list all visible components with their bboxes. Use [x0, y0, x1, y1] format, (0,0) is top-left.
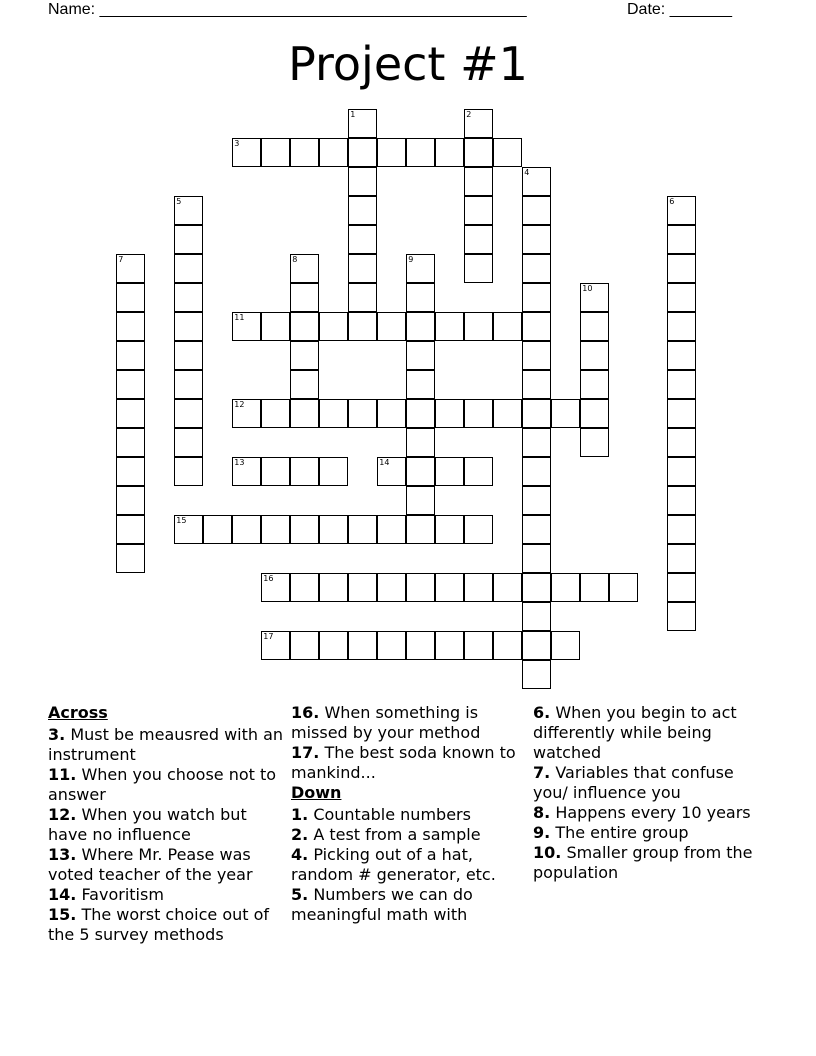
cell-number: 2 [466, 110, 472, 120]
grid-cell[interactable] [174, 399, 203, 428]
grid-cell[interactable] [667, 399, 696, 428]
grid-cell[interactable] [116, 399, 145, 428]
grid-cell[interactable] [667, 515, 696, 544]
clue-number: 7. [533, 763, 551, 782]
grid-cell[interactable] [522, 602, 551, 631]
grid-cell[interactable] [464, 399, 493, 428]
grid-cell[interactable] [522, 573, 551, 602]
clue [291, 845, 529, 885]
grid-cell[interactable] [551, 573, 580, 602]
grid-cell[interactable] [116, 457, 145, 486]
grid-cell[interactable] [290, 254, 319, 283]
clues-column-3 [533, 703, 771, 883]
cell-number: 10 [582, 284, 593, 294]
grid-cell[interactable] [348, 399, 377, 428]
clue-text: The worst choice out of the 5 survey methods [48, 905, 270, 944]
grid-cell[interactable] [464, 515, 493, 544]
grid-cell[interactable] [232, 515, 261, 544]
grid-cell[interactable] [261, 399, 290, 428]
grid-cell[interactable] [580, 428, 609, 457]
grid-cell[interactable] [174, 312, 203, 341]
clue [291, 743, 529, 783]
grid-cell[interactable] [522, 428, 551, 457]
grid-cell[interactable] [348, 312, 377, 341]
grid-cell[interactable] [464, 109, 493, 138]
grid-cell[interactable] [116, 283, 145, 312]
grid-cell[interactable] [261, 515, 290, 544]
cell-number: 11 [234, 313, 245, 323]
grid-cell[interactable] [377, 312, 406, 341]
grid-cell[interactable] [435, 515, 464, 544]
clue [48, 845, 286, 885]
clue-number: 9. [533, 823, 551, 842]
cell-number: 7 [118, 255, 124, 265]
grid-cell[interactable] [232, 399, 261, 428]
clue [533, 763, 771, 803]
grid-cell[interactable] [551, 631, 580, 660]
clue-text: Smaller group from the population [533, 843, 753, 882]
grid-cell[interactable] [667, 428, 696, 457]
grid-cell[interactable] [174, 283, 203, 312]
grid-cell[interactable] [174, 254, 203, 283]
grid-cell[interactable] [580, 399, 609, 428]
grid-cell[interactable] [522, 631, 551, 660]
grid-cell[interactable] [435, 312, 464, 341]
grid-cell[interactable] [580, 573, 609, 602]
grid-cell[interactable] [377, 138, 406, 167]
grid-cell[interactable] [290, 312, 319, 341]
grid-cell[interactable] [667, 254, 696, 283]
grid-cell[interactable] [348, 283, 377, 312]
grid-cell[interactable] [406, 515, 435, 544]
clue-number: 16. [291, 703, 320, 722]
cell-number: 14 [379, 458, 390, 468]
grid-cell[interactable] [232, 138, 261, 167]
clue-number: 13. [48, 845, 77, 864]
grid-cell[interactable] [406, 254, 435, 283]
grid-cell[interactable] [232, 457, 261, 486]
grid-cell[interactable] [406, 138, 435, 167]
grid-cell[interactable] [174, 428, 203, 457]
grid-cell[interactable] [174, 515, 203, 544]
grid-cell[interactable] [667, 457, 696, 486]
grid-cell[interactable] [203, 515, 232, 544]
grid-cell[interactable] [116, 254, 145, 283]
grid-cell[interactable] [580, 341, 609, 370]
page-title: Project #1 [288, 37, 528, 91]
grid-cell[interactable] [493, 631, 522, 660]
grid-cell[interactable] [319, 631, 348, 660]
across-heading: Across [48, 703, 108, 722]
grid-cell[interactable] [464, 254, 493, 283]
clue [48, 725, 286, 765]
grid-cell[interactable] [522, 660, 551, 689]
grid-cell[interactable] [290, 138, 319, 167]
grid-cell[interactable] [319, 573, 348, 602]
grid-cell[interactable] [406, 399, 435, 428]
grid-cell[interactable] [580, 370, 609, 399]
clues-column-1 [48, 703, 286, 945]
clue-number: 3. [48, 725, 66, 744]
clue [48, 885, 286, 905]
grid-cell[interactable] [522, 254, 551, 283]
grid-cell[interactable] [667, 283, 696, 312]
grid-cell[interactable] [464, 312, 493, 341]
grid-cell[interactable] [435, 457, 464, 486]
clue [533, 703, 771, 763]
grid-cell[interactable] [290, 631, 319, 660]
grid-cell[interactable] [522, 312, 551, 341]
grid-cell[interactable] [377, 573, 406, 602]
grid-cell[interactable] [435, 573, 464, 602]
grid-cell[interactable] [464, 196, 493, 225]
grid-cell[interactable] [464, 573, 493, 602]
grid-cell[interactable] [348, 573, 377, 602]
down-heading: Down [291, 783, 342, 802]
clue-text: Numbers we can do meaningful math with [291, 885, 473, 924]
grid-cell[interactable] [348, 109, 377, 138]
grid-cell[interactable] [464, 225, 493, 254]
grid-cell[interactable] [406, 573, 435, 602]
grid-cell[interactable] [348, 225, 377, 254]
grid-cell[interactable] [348, 196, 377, 225]
clue-number: 1. [291, 805, 309, 824]
grid-cell[interactable] [348, 254, 377, 283]
clue-number: 4. [291, 845, 309, 864]
grid-cell[interactable] [348, 138, 377, 167]
clues-column-2 [291, 703, 529, 925]
grid-cell[interactable] [493, 312, 522, 341]
grid-cell[interactable] [261, 631, 290, 660]
grid-cell[interactable] [522, 225, 551, 254]
grid-cell[interactable] [464, 167, 493, 196]
grid-cell[interactable] [174, 370, 203, 399]
clue-number: 6. [533, 703, 551, 722]
clue-text: A test from a sample [313, 825, 481, 844]
grid-cell[interactable] [116, 312, 145, 341]
clue-text: When you watch but have no influence [48, 805, 247, 844]
grid-cell[interactable] [435, 138, 464, 167]
grid-cell[interactable] [667, 573, 696, 602]
grid-cell[interactable] [406, 283, 435, 312]
clue-text: Where Mr. Pease was voted teacher of the year [48, 845, 253, 884]
clue-text: When you begin to act differently while being watched [533, 703, 737, 762]
grid-cell[interactable] [522, 167, 551, 196]
grid-cell[interactable] [406, 341, 435, 370]
grid-cell[interactable] [406, 312, 435, 341]
grid-cell[interactable] [406, 370, 435, 399]
grid-cell[interactable] [290, 399, 319, 428]
grid-cell[interactable] [493, 138, 522, 167]
grid-cell[interactable] [116, 544, 145, 573]
grid-cell[interactable] [522, 370, 551, 399]
grid-cell[interactable] [522, 399, 551, 428]
clue-number: 12. [48, 805, 77, 824]
grid-cell[interactable] [377, 515, 406, 544]
clue [291, 825, 529, 845]
cell-number: 15 [176, 516, 187, 526]
grid-cell[interactable] [261, 312, 290, 341]
clue [48, 765, 286, 805]
clue [291, 703, 529, 743]
grid-cell[interactable] [406, 428, 435, 457]
grid-cell[interactable] [116, 370, 145, 399]
clue-text: Variables that confuse you/ influence you [533, 763, 734, 802]
grid-cell[interactable] [174, 341, 203, 370]
clue-number: 10. [533, 843, 562, 862]
clue-text: The entire group [555, 823, 689, 842]
grid-cell[interactable] [406, 457, 435, 486]
grid-cell[interactable] [116, 428, 145, 457]
cell-number: 17 [263, 632, 274, 642]
grid-cell[interactable] [348, 515, 377, 544]
grid-cell[interactable] [116, 341, 145, 370]
grid-cell[interactable] [435, 631, 464, 660]
grid-cell[interactable] [464, 457, 493, 486]
grid-cell[interactable] [464, 631, 493, 660]
grid-cell[interactable] [174, 196, 203, 225]
clue-text: Countable numbers [313, 805, 471, 824]
grid-cell[interactable] [580, 283, 609, 312]
clue-text: When something is missed by your method [291, 703, 481, 742]
grid-cell[interactable] [406, 631, 435, 660]
grid-cell[interactable] [348, 167, 377, 196]
grid-cell[interactable] [348, 631, 377, 660]
grid-cell[interactable] [667, 196, 696, 225]
grid-cell[interactable] [290, 515, 319, 544]
cell-number: 13 [234, 458, 245, 468]
cell-number: 4 [524, 168, 530, 178]
clue [533, 803, 771, 823]
clue-text: Favoritism [81, 885, 164, 904]
clue-text: When you choose not to answer [48, 765, 277, 804]
grid-cell[interactable] [174, 457, 203, 486]
clue-number: 8. [533, 803, 551, 822]
grid-cell[interactable] [290, 283, 319, 312]
grid-cell[interactable] [580, 312, 609, 341]
grid-cell[interactable] [522, 486, 551, 515]
grid-cell[interactable] [290, 573, 319, 602]
grid-cell[interactable] [464, 138, 493, 167]
clue [533, 843, 771, 883]
grid-cell[interactable] [261, 138, 290, 167]
clue-number: 17. [291, 743, 320, 762]
clue [533, 823, 771, 843]
grid-cell[interactable] [261, 457, 290, 486]
grid-cell[interactable] [493, 573, 522, 602]
grid-cell[interactable] [522, 457, 551, 486]
cell-number: 8 [292, 255, 298, 265]
clue-number: 2. [291, 825, 309, 844]
grid-cell[interactable] [667, 370, 696, 399]
name-field: Name: ________________________________________________ [48, 1, 527, 18]
grid-cell[interactable] [522, 283, 551, 312]
clue-number: 14. [48, 885, 77, 904]
grid-cell[interactable] [116, 486, 145, 515]
clue-text: Happens every 10 years [555, 803, 751, 822]
grid-cell[interactable] [319, 138, 348, 167]
grid-cell[interactable] [667, 602, 696, 631]
clue-number: 5. [291, 885, 309, 904]
grid-cell[interactable] [319, 399, 348, 428]
grid-cell[interactable] [435, 399, 464, 428]
grid-cell[interactable] [667, 486, 696, 515]
date-field: Date: _______ [627, 1, 732, 18]
cell-number: 12 [234, 400, 245, 410]
grid-cell[interactable] [609, 573, 638, 602]
grid-cell[interactable] [522, 515, 551, 544]
cell-number: 16 [263, 574, 274, 584]
grid-cell[interactable] [667, 312, 696, 341]
grid-cell[interactable] [493, 399, 522, 428]
grid-cell[interactable] [290, 341, 319, 370]
clue-text: Picking out of a hat, random # generator, etc. [291, 845, 496, 884]
clue-number: 15. [48, 905, 77, 924]
grid-cell[interactable] [319, 515, 348, 544]
grid-cell[interactable] [290, 457, 319, 486]
cell-number: 9 [408, 255, 414, 265]
grid-cell[interactable] [377, 399, 406, 428]
grid-cell[interactable] [522, 544, 551, 573]
grid-cell[interactable] [261, 573, 290, 602]
cell-number: 5 [176, 197, 182, 207]
grid-cell[interactable] [377, 631, 406, 660]
grid-cell[interactable] [406, 486, 435, 515]
cell-number: 1 [350, 110, 356, 120]
grid-cell[interactable] [174, 225, 203, 254]
grid-cell[interactable] [116, 515, 145, 544]
grid-cell[interactable] [232, 312, 261, 341]
grid-cell[interactable] [319, 312, 348, 341]
grid-cell[interactable] [377, 457, 406, 486]
clue [291, 885, 529, 925]
grid-cell[interactable] [667, 341, 696, 370]
grid-cell[interactable] [319, 457, 348, 486]
clue-number: 11. [48, 765, 77, 784]
clue [291, 805, 529, 825]
grid-cell[interactable] [667, 544, 696, 573]
grid-cell[interactable] [290, 370, 319, 399]
clue [48, 905, 286, 945]
clue-text: Must be meausred with an instrument [48, 725, 284, 764]
clue [48, 805, 286, 845]
grid-cell[interactable] [522, 341, 551, 370]
cell-number: 3 [234, 139, 240, 149]
cell-number: 6 [669, 197, 675, 207]
grid-cell[interactable] [667, 225, 696, 254]
clue-text: The best soda known to mankind... [291, 743, 516, 782]
grid-cell[interactable] [551, 399, 580, 428]
grid-cell[interactable] [522, 196, 551, 225]
